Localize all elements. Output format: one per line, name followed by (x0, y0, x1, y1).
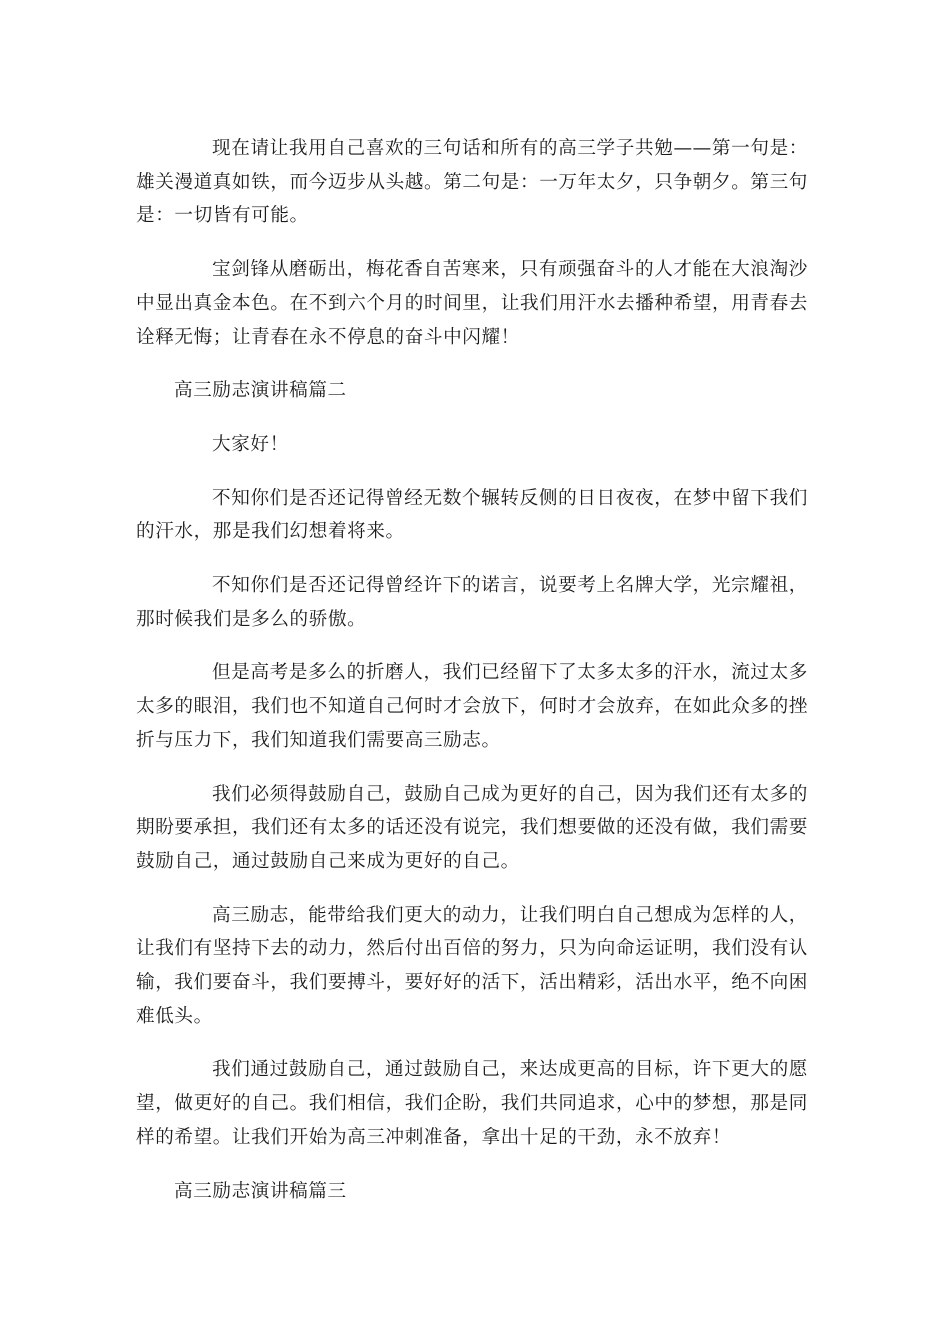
paragraph-encourage-self: 我们必须得鼓励自己，鼓励自己成为更好的自己，因为我们还有太多的期盼要承担，我们还有太多的话还没有说完，我们想要做的还没有做，我们需要鼓励自己，通过鼓励自己来成为更好的自己。 (136, 783, 808, 872)
paragraph-dream-nights: 不知你们是否还记得曾经无数个辗转反侧的日日夜夜，在梦中留下我们的汗水，那是我们幻想着将来。 (136, 487, 808, 543)
paragraph-greeting: 大家好！ (212, 433, 289, 455)
paragraph-goals: 我们通过鼓励自己，通过鼓励自己，来达成更高的目标，许下更大的愿望，做更好的自己。我们相信，我们企盼，我们共同追求，心中的梦想，那是同样的希望。让我们开始为高三冲刺准备，拿出十足的干劲，永不放弃！ (136, 1059, 808, 1148)
document-page (136, 132, 808, 1228)
section-heading-two: 高三励志演讲稿篇二 (174, 380, 347, 402)
paragraph-exam-pressure: 但是高考是多么的折磨人，我们已经留下了太多太多的汗水，流过太多太多的眼泪，我们也不知道自己何时才会放下，何时才会放弃，在如此众多的挫折与压力下，我们知道我们需要高三励志。 (136, 662, 808, 751)
paragraph-sword: 宝剑锋从磨砺出，梅花香自苦寒来，只有顽强奋斗的人才能在大浪淘沙中显出真金本色。在不到六个月的时间里，让我们用汗水去播种希望，用青春去诠释无悔；让青春在永不停息的奋斗中闪耀！ (136, 259, 808, 348)
section-heading-three: 高三励志演讲稿篇三 (174, 1180, 347, 1202)
paragraph-motto: 现在请让我用自己喜欢的三句话和所有的高三学子共勉——第一句是：雄关漫道真如铁，而今迈步从头越。第二句是：一万年太夕，只争朝夕。第三句是：一切皆有可能。 (136, 138, 808, 227)
paragraph-promise: 不知你们是否还记得曾经许下的诺言，说要考上名牌大学，光宗耀祖，那时候我们是多么的骄傲。 (136, 575, 808, 630)
paragraph-motivation: 高三励志，能带给我们更大的动力，让我们明白自己想成为怎样的人，让我们有坚持下去的动力，然后付出百倍的努力，只为向命运证明，我们没有认输，我们要奋斗，我们要搏斗，要好好的活下，活出精彩，活出水平，绝不向困难低头。 (136, 904, 808, 1027)
